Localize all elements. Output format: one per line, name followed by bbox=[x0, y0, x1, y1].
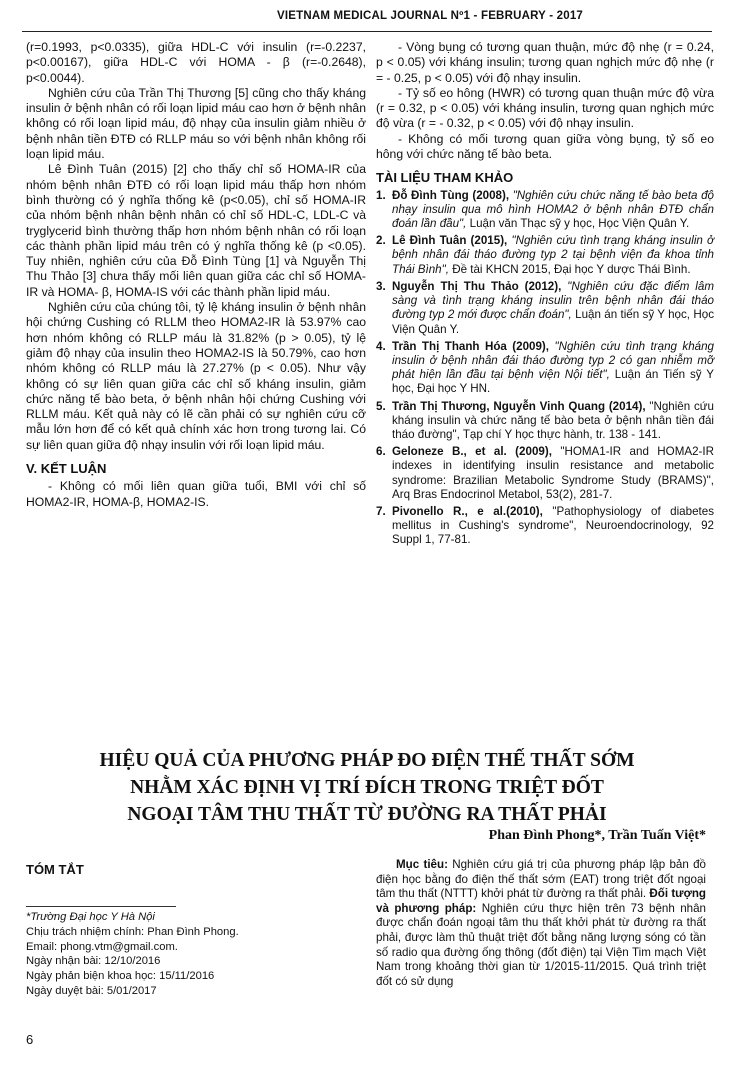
abstract-body bbox=[376, 858, 706, 989]
reference-body bbox=[392, 445, 714, 502]
reference-source: "Nghiên cứu kháng insulin và chức năng tế bào beta ở bệnh nhân tiền đái tháo đường", Tạp chí Y học thực hành, tr. 138 - 141. bbox=[392, 399, 714, 441]
paragraph: Nghiên cứu của chúng tôi, tỷ lệ kháng insulin ở bệnh nhân hội chứng Cushing có RLLM theo HOMA2-IR là 53.97% cao hơn nhóm không có RLLP máu là 31.82% (p > 0.05), tỷ lệ giảm độ nhạy của insulin theo HOMA2-IS là 50.79%, cao hơn nhóm không có RLLP máu là 27.27% (p < 0.05). Như vậy không có sự liên quan giữa các chỉ số kháng insulin, giảm chức năng tế bào beta, ở bệnh nhân hội chứng Cushing với RLLM máu. Kết quả này có lẽ cần phải có sự nghiên cứu cỡ mẫu lớn hơn để có kết quả chính xác hơn trong tương lai. Có sự liên quan giữa độ nhạy insulin với rối loạn lipid máu. bbox=[26, 300, 366, 452]
reference-item bbox=[376, 280, 714, 337]
header-rule bbox=[22, 31, 712, 32]
reference-body bbox=[392, 340, 714, 397]
footnote-email: Email: phong.vtm@gmail.com. bbox=[26, 940, 178, 953]
reference-source: Đề tài KHCN 2015, Đại học Y dược Thái Bình. bbox=[452, 262, 691, 276]
footnote-rule bbox=[26, 906, 176, 907]
footnotes bbox=[26, 910, 356, 999]
reference-source: Luận văn Thạc sỹ y học, Học Viện Quân Y. bbox=[469, 217, 690, 231]
left-column bbox=[26, 40, 366, 510]
reference-authors: Pivonello R., e al.(2010), bbox=[392, 504, 543, 518]
paragraph: - Không có mối liên quan giữa tuổi, BMI với chỉ số HOMA2-IR, HOMA-β, HOMA2-IS. bbox=[26, 479, 366, 509]
reference-body bbox=[392, 505, 714, 548]
references-heading: TÀI LIỆU THAM KHẢO bbox=[376, 170, 514, 186]
reference-authors: Trần Thị Thương, Nguyễn Vinh Quang (2014), bbox=[392, 399, 646, 413]
reference-authors: Geloneze B., et al. (2009), bbox=[392, 445, 552, 459]
reference-title: "Nghiên cứu chức năng tế bào beta độ nhạy insulin qua mô hình HOMA2 ở bệnh nhân ĐTĐ chẩn đoán lần đầu", bbox=[392, 188, 714, 231]
footnote-responsible: Chịu trách nhiệm chính: Phan Đình Phong. bbox=[26, 925, 239, 938]
reference-source: Luận án Tiến sỹ Y học, Đại học Y HN. bbox=[392, 368, 714, 396]
reference-authors: Lê Đình Tuân (2015), bbox=[392, 234, 508, 248]
reference-item bbox=[376, 189, 714, 232]
reference-number: 7. bbox=[376, 504, 386, 518]
reference-source: "HOMA1-IR and HOMA2-IR indexes in identifying insulin resistance and metabolic syndrome: Brazilian Metabolic Syndrome Study (BRAMS)", Arq Bras Endocrinol Metabol, 53(2), 281-7. bbox=[392, 445, 714, 501]
reference-body bbox=[392, 189, 714, 232]
reference-title: "Nghiên cứu tình trạng kháng insulin ở bệnh nhân đái tháo đường typ 2 tại bệnh viện đa khoa tỉnh Thái Bình", bbox=[392, 234, 714, 276]
reference-source: "Pathophysiology of diabetes mellitus in Cushing's syndrome", Neuroendocrinology, 92 Suppl 1, 77-81. bbox=[392, 504, 714, 547]
reference-item bbox=[376, 234, 714, 277]
reference-number: 2. bbox=[376, 234, 386, 248]
paragraph: Lê Đình Tuân (2015) [2] cho thấy chỉ số HOMA-IR của nhóm bệnh nhân ĐTĐ có rối loạn lipid máu thấp hơn nhóm bình thường có ý nghĩa thống kê (p<0.05), chỉ số HOMA-IR của nhóm bệnh nhân bệnh nhân có chỉ số HDL-C, LDL-C và tryglycerid bình thường thấp hơn nhóm bệnh nhân có rối loạn các thành phần lipid máu trên có ý nghĩa thống kê (p <0.05). Tuy nhiên, nghiên cứu của Đỗ Đình Tùng [1] và Nguyễn Thị Thu Thảo [3] chưa thấy mối liên quan giữa các chỉ số HOMA-IR và HOMA- β, HOMA-IS với các thành phần lipid máu. bbox=[26, 162, 366, 299]
reference-body bbox=[392, 280, 714, 337]
abstract-label-methods: Đối tượng và phương pháp: bbox=[376, 887, 706, 915]
abstract-methods-text: Nghiên cứu thực hiện trên 73 bệnh nhân được chẩn đoán ngoại tâm thu thất khởi phát từ đường ra thất phải, được làm thủ thuật triệt đốt bằng năng lượng sóng có tần số radio qua đường ống thông (đốt điện) tại Viện Tim mạch Việt Nam trong khoảng thời gian từ 1/2015-11/2015. Quá trình triệt đốt có sử dụng bbox=[376, 901, 706, 988]
reference-item bbox=[376, 505, 714, 548]
reference-number: 5. bbox=[376, 399, 386, 413]
paragraph: Nghiên cứu của Trần Thị Thương [5] cũng cho thấy kháng insulin ở bệnh nhân có rối loạn lipid máu cao hơn ở bệnh nhân không có rối loạn lipid máu, độ nhạy của insulin giảm nhiều ở bệnh nhân tiền ĐTĐ có RLLP máu so với bệnh nhân không rối loạn lipid máu. bbox=[26, 85, 366, 162]
paragraph: - Vòng bụng có tương quan thuận, mức độ nhẹ (r = 0.24, p < 0.05) với kháng insulin; tương quan nghịch mức độ nhẹ (r = - 0.25, p < 0.05) với độ nhạy insulin. bbox=[376, 40, 714, 85]
reference-body bbox=[392, 234, 714, 277]
reference-number: 1. bbox=[376, 188, 386, 202]
footnote-received: Ngày nhận bài: 12/10/2016 bbox=[26, 955, 161, 968]
footnote-reviewed: Ngày phản biện khoa học: 15/11/2016 bbox=[26, 970, 215, 983]
conclusion-heading: V. KẾT LUẬN bbox=[26, 461, 107, 477]
reference-title: "Nghiên cứu tình trạng kháng insulin ở bệnh nhân đái tháo đường typ 2 có gan nhiễm mỡ phát hiện lần đầu tại bệnh viện Nội tiết", bbox=[392, 339, 714, 382]
article-title-line: NGOẠI TÂM THU THẤT TỪ ĐƯỜNG RA THẤT PHẢI bbox=[127, 804, 607, 825]
article-title-line: HIỆU QUẢ CỦA PHƯƠNG PHÁP ĐO ĐIỆN THẾ THẤT SỚM bbox=[99, 750, 635, 771]
reference-number: 3. bbox=[376, 279, 386, 293]
reference-authors: Trần Thị Thanh Hóa (2009), bbox=[392, 339, 550, 353]
reference-item bbox=[376, 400, 714, 443]
reference-source: Luận án tiến sỹ Y học, Học Viện Quân Y. bbox=[392, 308, 714, 336]
reference-authors: Nguyễn Thị Thu Thảo (2012), bbox=[392, 279, 562, 293]
footnote-accepted: Ngày duyệt bài: 5/01/2017 bbox=[26, 984, 157, 997]
running-header: VIETNAM MEDICAL JOURNAL Nº1 - FEBRUARY - 2017 bbox=[276, 10, 584, 22]
reference-item bbox=[376, 340, 714, 397]
reference-title: "Nghiên cứu đặc điểm lâm sàng và tình trạng kháng insulin trên bệnh nhân đái tháo đường typ 2 mới được chẩn đoán", bbox=[392, 279, 714, 322]
abstract-aim-text: Nghiên cứu giá trị của phương pháp lập bản đồ điện học bằng đo điện thế thất sớm (EAT) trong triệt đốt ngoại tâm thu thất (NTTT) khởi phát từ đường ra thất phải. bbox=[376, 858, 707, 901]
paragraph: - Tỷ số eo hông (HWR) có tương quan thuận mức độ vừa (r = 0.32, p < 0.05) với kháng insulin, tương quan nghịch mức độ vừa (r = - 0.32, p < 0.05) với độ nhạy insulin. bbox=[376, 85, 714, 131]
paragraph: (r=0.1993, p<0.0335), giữa HDL-C với insulin (r=-0.2237, p<0.00167), giữa HDL-C với HOMA - β (r=-0.2648), p<0.0044). bbox=[26, 40, 366, 85]
abstract-label-aim: Mục tiêu: bbox=[396, 858, 448, 871]
article-title-line: NHẰM XÁC ĐỊNH VỊ TRÍ ĐÍCH TRONG TRIỆT ĐỐT bbox=[130, 777, 604, 798]
paragraph: - Không có mối tương quan giữa vòng bụng, tỷ số eo hông với chức năng tế bào beta. bbox=[376, 131, 714, 162]
page-number: 6 bbox=[26, 1032, 34, 1047]
reference-number: 6. bbox=[376, 445, 386, 459]
right-column bbox=[376, 40, 714, 551]
reference-body bbox=[392, 400, 714, 443]
reference-item bbox=[376, 445, 714, 502]
abstract-heading: TÓM TẮT bbox=[26, 862, 84, 877]
article-title bbox=[40, 747, 694, 828]
article-authors: Phan Đình Phong*, Trần Tuấn Việt* bbox=[488, 828, 706, 843]
reference-number: 4. bbox=[376, 339, 386, 353]
abstract-paragraph bbox=[376, 858, 706, 989]
reference-authors: Đỗ Đình Tùng (2008), bbox=[392, 188, 510, 202]
reference-list bbox=[376, 189, 714, 548]
footnote-affiliation: *Trường Đại học Y Hà Nội bbox=[26, 911, 155, 923]
